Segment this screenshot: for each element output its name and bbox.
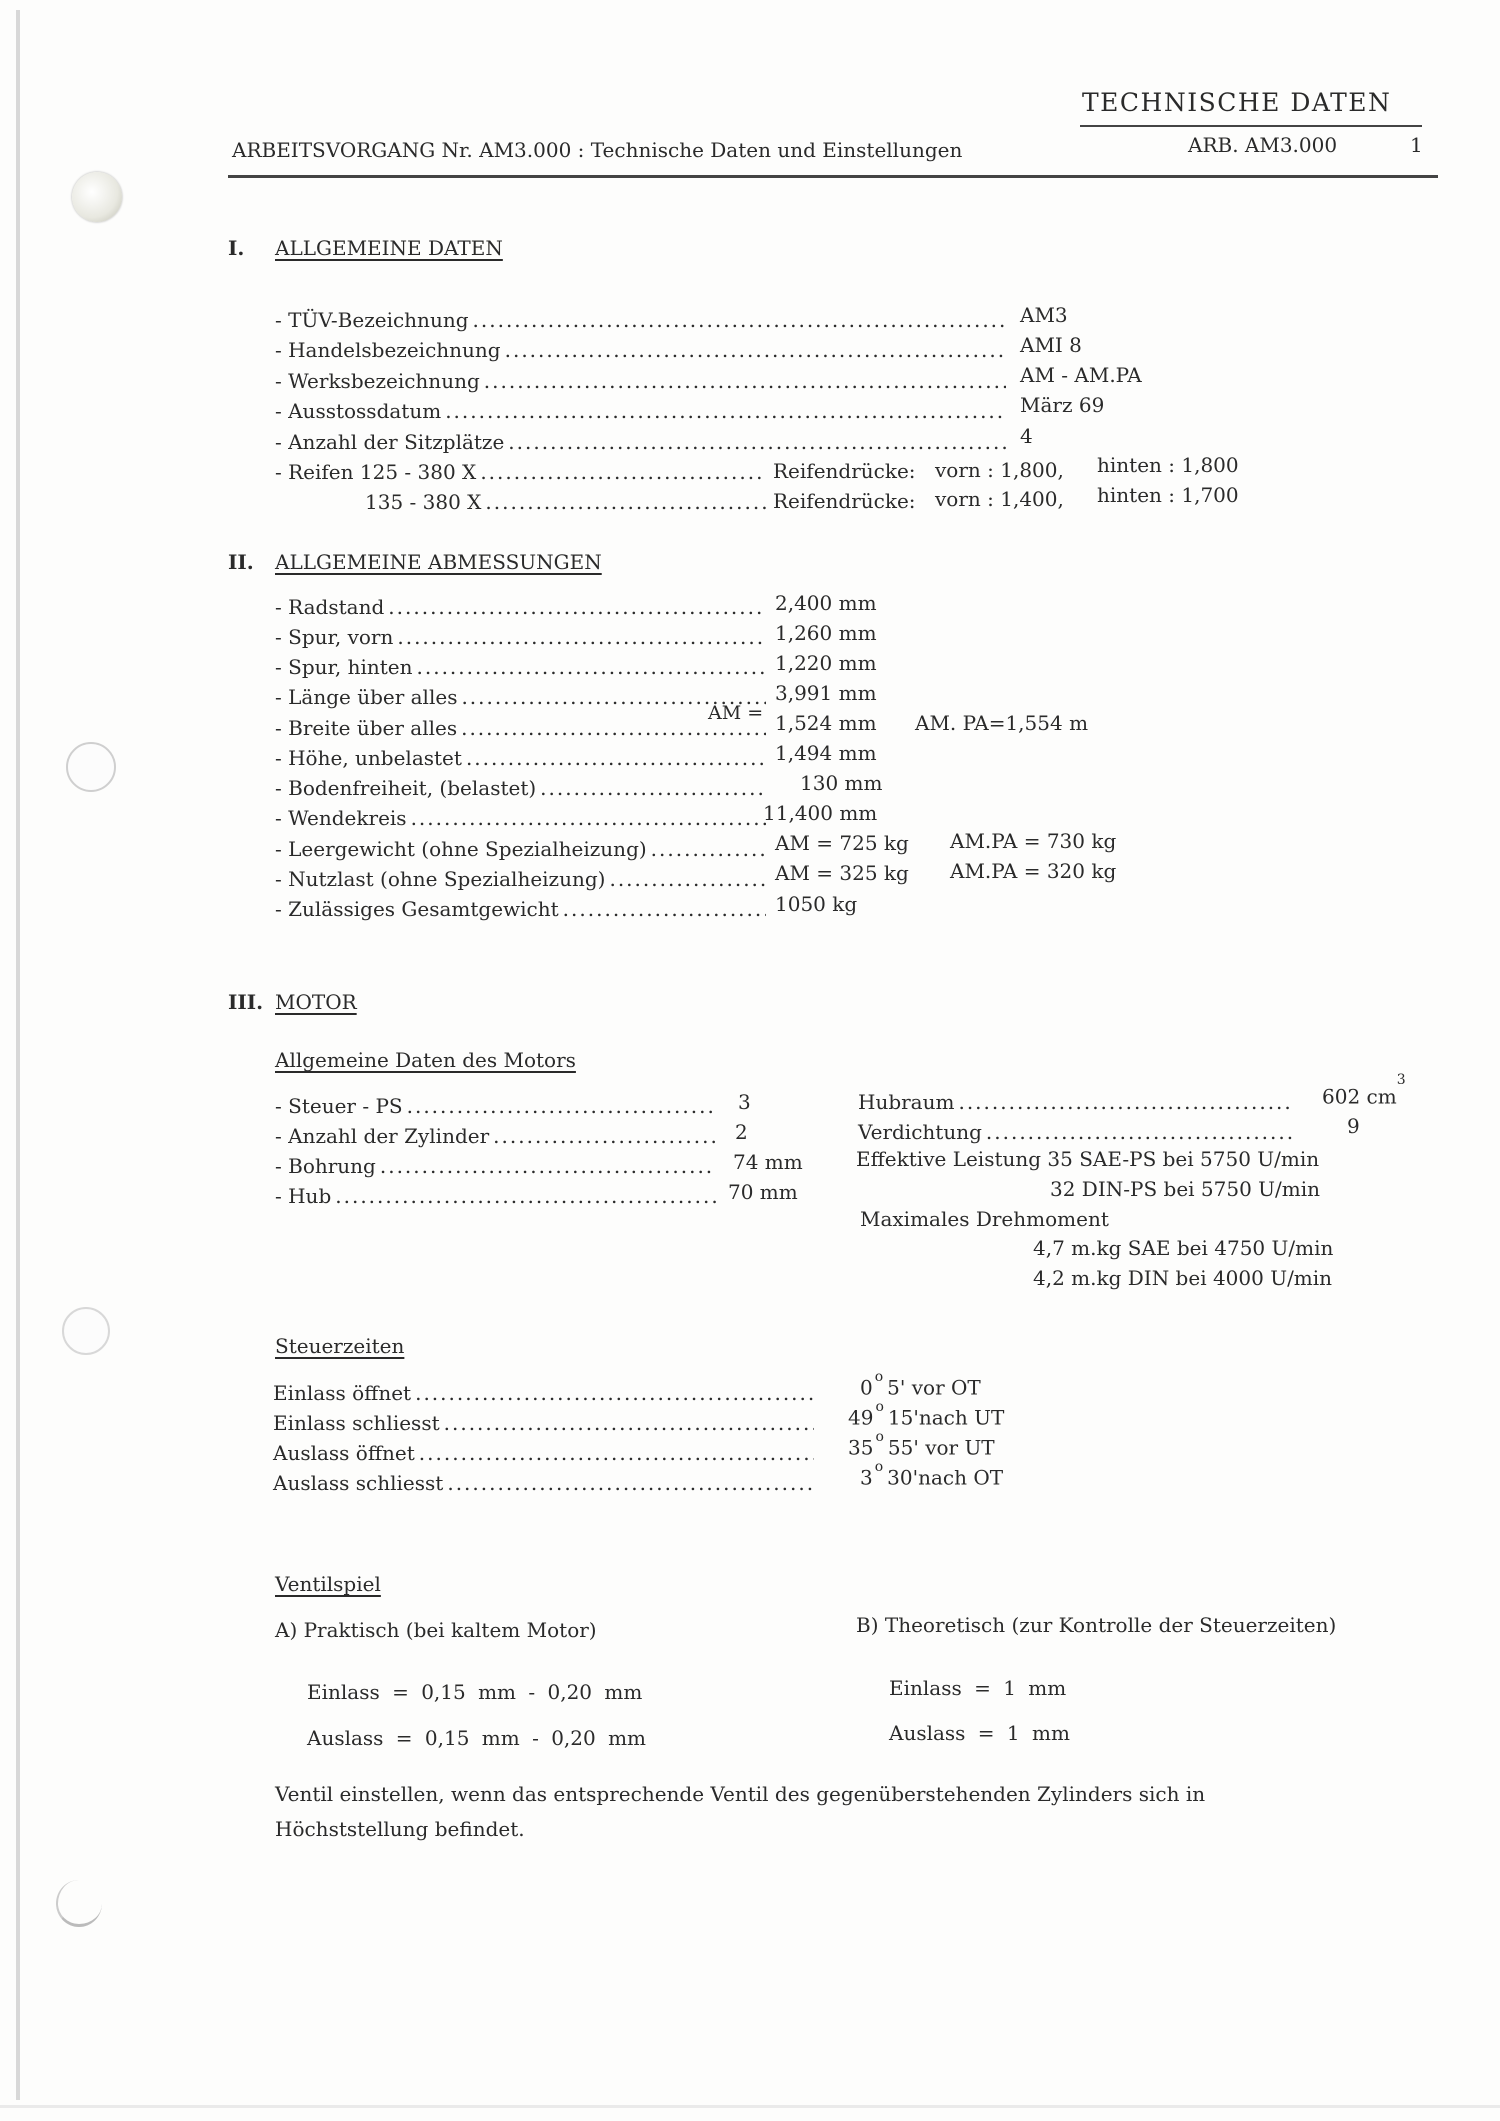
row-label: - Anzahl der Zylinder [275, 1124, 490, 1148]
row-label: - Hub [275, 1184, 332, 1208]
pressure-rear: hinten : 1,800 [1097, 453, 1239, 477]
clearance-a-auslass: Auslass = 0,15 mm - 0,20 mm [307, 1726, 647, 1750]
row-label: - Breite über alles [275, 716, 458, 740]
degree-sign: o [875, 1399, 884, 1415]
row-label: - Spur, hinten [275, 655, 413, 679]
row-label: - Nutzlast (ohne Spezialheizung) [275, 867, 606, 891]
row-label: - Leergewicht (ohne Spezialheizung) [275, 837, 647, 861]
torque-line: 4,2 m.kg DIN bei 4000 U/min [1033, 1266, 1333, 1290]
punch-hole [56, 1880, 102, 1927]
degree-sign: o [875, 1429, 884, 1445]
data-row [275, 399, 1010, 423]
timing-value [860, 1459, 1004, 1490]
row-value: 3,991 mm [775, 681, 877, 705]
pressure-label: Reifendrücke: [773, 459, 916, 483]
data-row [858, 1120, 1298, 1144]
row-value [1322, 1072, 1406, 1109]
row-value: AM = 325 kg [775, 861, 909, 885]
row-label: - Länge über alles [275, 685, 458, 709]
clearance-b-einlass: Einlass = 1 mm [889, 1676, 1067, 1700]
row-value: 11,400 mm [763, 801, 878, 825]
timing-value [848, 1399, 1005, 1430]
page-bottom-edge [0, 2105, 1500, 2108]
timing-row [273, 1381, 818, 1405]
data-row [275, 369, 1010, 393]
row-extra: AM.PA = 730 kg [950, 829, 1117, 853]
clearance-b-title: B) Theoretisch (zur Kontrolle der Steuerzeiten) [856, 1613, 1337, 1637]
row-value: 74 mm [733, 1150, 803, 1174]
timing-row [273, 1411, 818, 1435]
row-label: Auslass öffnet [273, 1441, 415, 1465]
row-label: - TÜV-Bezeichnung [275, 308, 469, 332]
hubraum-sup: 3 [1396, 1072, 1406, 1088]
row-label: - Anzahl der Sitzplätze [275, 430, 505, 454]
degree-sign: o [874, 1459, 884, 1475]
power-line: Effektive Leistung 35 SAE-PS bei 5750 U/min [856, 1147, 1320, 1171]
breite-note: AM = [708, 702, 764, 724]
row-value: 130 mm [800, 771, 883, 795]
row-value: 70 mm [728, 1180, 798, 1204]
doc-title: TECHNISCHE DATEN [1082, 88, 1392, 117]
row-label: - Werksbezeichnung [275, 369, 480, 393]
header-rule [228, 175, 1438, 178]
timing-row [273, 1471, 818, 1495]
row-label: Hubraum [858, 1090, 955, 1114]
data-row [275, 625, 770, 649]
row-value: 9 [1347, 1114, 1360, 1138]
row-label: - Bodenfreiheit, (belastet) [275, 776, 537, 800]
subsection-title: Ventilspiel [275, 1572, 381, 1596]
section-number: III. [228, 990, 264, 1014]
timing-deg: 35 [848, 1435, 874, 1460]
data-row [275, 897, 770, 921]
timing-value [860, 1369, 981, 1400]
section-title: MOTOR [275, 990, 357, 1014]
power-line: 32 DIN-PS bei 5750 U/min [1050, 1177, 1320, 1201]
row-value: 1,220 mm [775, 651, 877, 675]
data-row [275, 1094, 720, 1118]
row-label: - Höhe, unbelastet [275, 746, 462, 770]
subsection-title: Allgemeine Daten des Motors [275, 1048, 576, 1072]
timing-value [848, 1429, 995, 1460]
pressure-front: vorn : 1,400, [935, 487, 1064, 511]
timing-deg: 3 [860, 1465, 873, 1490]
row-label: 135 - 380 X [365, 490, 482, 514]
timing-rest: 55' vor UT [887, 1435, 995, 1460]
row-value: AM = 725 kg [775, 831, 909, 855]
data-row [275, 1184, 720, 1208]
note-line: Höchststellung befindet. [275, 1817, 525, 1841]
torque-line: 4,7 m.kg SAE bei 4750 U/min [1033, 1236, 1334, 1260]
data-row [275, 338, 1010, 362]
row-label: Einlass öffnet [273, 1381, 412, 1405]
row-value: 1050 kg [775, 892, 858, 916]
data-row [275, 746, 770, 770]
row-value: AM3 [1020, 303, 1068, 327]
header-left: ARBEITSVORGANG Nr. AM3.000 : Technische Daten und Einstellungen [232, 138, 963, 162]
data-row [275, 1154, 720, 1178]
section-title: ALLGEMEINE ABMESSUNGEN [275, 550, 602, 574]
data-row [275, 806, 770, 830]
row-extra: AM. PA=1,554 m [915, 711, 1089, 735]
data-row [275, 685, 770, 709]
row-value: AM - AM.PA [1020, 363, 1142, 387]
data-row [275, 308, 1010, 332]
hubraum-value: 602 cm [1322, 1084, 1397, 1109]
section-number: I. [228, 236, 245, 260]
row-value: AMI 8 [1020, 333, 1082, 357]
row-value: 1,494 mm [775, 741, 877, 765]
section-title: ALLGEMEINE DATEN [275, 236, 503, 260]
data-row [275, 837, 770, 861]
page-number: 1 [1410, 133, 1423, 157]
data-row [275, 595, 770, 619]
row-label: - Bohrung [275, 1154, 376, 1178]
row-value: 3 [738, 1090, 751, 1114]
clearance-a-title: A) Praktisch (bei kaltem Motor) [275, 1618, 597, 1642]
clearance-a-einlass: Einlass = 0,15 mm - 0,20 mm [307, 1680, 643, 1704]
row-label: - Reifen 125 - 380 X [275, 460, 477, 484]
timing-rest: 5' vor OT [887, 1375, 981, 1400]
row-label: - Zulässiges Gesamtgewicht [275, 897, 559, 921]
torque-label: Maximales Drehmoment [860, 1207, 1109, 1231]
data-row [275, 776, 770, 800]
data-row [275, 430, 1010, 454]
timing-rest: 15'nach UT [887, 1405, 1005, 1430]
note-line: Ventil einstellen, wenn das entsprechende Ventil des gegenüberstehenden Zylinders sich in [275, 1782, 1206, 1806]
row-value: 2,400 mm [775, 591, 877, 615]
tire-row [365, 490, 770, 514]
row-label: - Steuer - PS [275, 1094, 403, 1118]
pressure-rear: hinten : 1,700 [1097, 483, 1239, 507]
title-underline [1080, 125, 1422, 127]
row-label: - Wendekreis [275, 806, 407, 830]
section-number: II. [228, 550, 254, 574]
timing-deg: 49 [848, 1405, 874, 1430]
data-row [275, 867, 770, 891]
row-value: März 69 [1020, 393, 1105, 417]
row-label: Auslass schliesst [273, 1471, 444, 1495]
page-edge [16, 10, 20, 2100]
punch-hole [66, 742, 116, 792]
row-value: 1,524 mm [775, 711, 877, 735]
header-ref: ARB. AM3.000 [1188, 133, 1338, 157]
timing-deg: 0 [860, 1375, 873, 1400]
row-extra: AM.PA = 320 kg [950, 859, 1117, 883]
data-row [858, 1090, 1298, 1114]
row-label: - Ausstossdatum [275, 399, 442, 423]
timing-row [273, 1441, 818, 1465]
pressure-front: vorn : 1,800, [935, 458, 1064, 482]
punch-hole [72, 172, 122, 222]
row-label: - Spur, vorn [275, 625, 394, 649]
punch-hole [62, 1307, 110, 1355]
data-row [275, 655, 770, 679]
row-label: Verdichtung [858, 1120, 982, 1144]
row-label: - Handelsbezeichnung [275, 338, 501, 362]
data-row [275, 716, 770, 740]
row-value: 4 [1020, 424, 1033, 448]
subsection-title: Steuerzeiten [275, 1334, 405, 1358]
clearance-b-auslass: Auslass = 1 mm [889, 1721, 1070, 1745]
data-row [275, 1124, 720, 1148]
degree-sign: o [874, 1369, 884, 1385]
row-value: 1,260 mm [775, 621, 877, 645]
timing-rest: 30'nach OT [887, 1465, 1004, 1490]
pressure-label: Reifendrücke: [773, 489, 916, 513]
row-value: 2 [735, 1120, 748, 1144]
tire-row [275, 460, 770, 484]
row-label: - Radstand [275, 595, 385, 619]
row-label: Einlass schliesst [273, 1411, 440, 1435]
